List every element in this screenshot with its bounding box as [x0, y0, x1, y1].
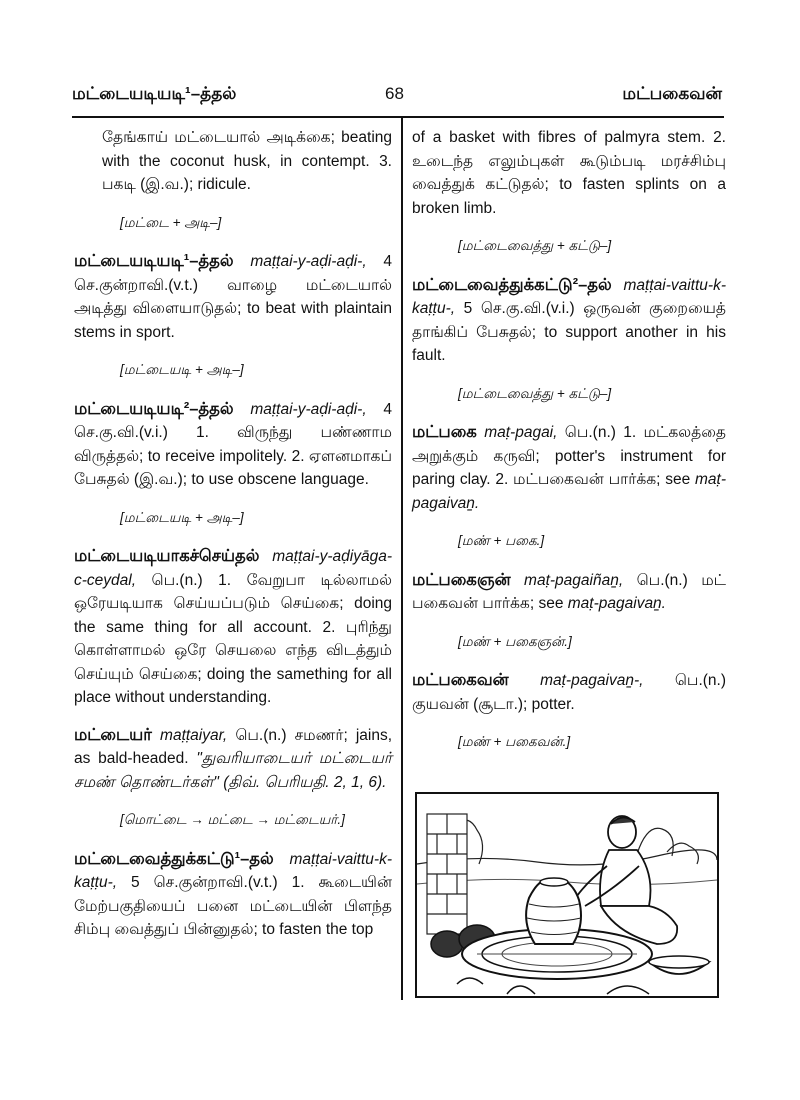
- transliteration: maṭṭai-y-aḍiyāga-c-ceydal,: [74, 548, 392, 589]
- etymology: [மட்டையடி + அடி–]: [120, 362, 244, 377]
- definition: 5 செ.குன்றாவி.(v.t.) 1. கூடையின் மேற்பகுதியைப் பனை மட்டையின் பிளந்த சிம்பு வைத்துப் பின்னுதல்; to fasten the top: [74, 874, 392, 938]
- dictionary-entry: [74, 250, 392, 344]
- headword: மட்டையடியடி²–த்தல்: [74, 399, 234, 418]
- headword: மட்டையர்: [74, 725, 152, 744]
- dictionary-entry: [412, 274, 726, 368]
- dictionary-entry: [412, 669, 726, 716]
- dictionary-entry: [74, 545, 392, 710]
- etymology: [மண் + பகை.]: [458, 533, 545, 548]
- etymology: [மட்டை + அடி–]: [120, 214, 222, 230]
- definition: பெ.(n.) மட் பகைவன் பார்க்க; see: [412, 571, 726, 612]
- left-column: [74, 126, 392, 956]
- continued-entry-text: தேங்காய் மட்டையால் அடிக்கை; beating with the coconut husk, in contempt. 3. பகடி (இ.வ.); ridicule.: [102, 129, 392, 193]
- definition: 4 செ.கு.வி.(v.i.) 1. விருந்து பண்ணாம விருத்தல்; to receive impolitely. 2. ஏளனமாகப் பேசுதல் (இ.வ.); to use obscene language.: [74, 400, 393, 488]
- definition: 4 செ.குன்றாவி.(v.t.) வாழை மட்டையால் அடித்து விளையாடுதல்; to beat with plaintain stems in sport.: [74, 253, 393, 341]
- transliteration: maṭ-pagaivaṉ-,: [540, 672, 644, 689]
- headword: மட்பகை: [412, 423, 477, 441]
- dictionary-entry: [412, 569, 726, 616]
- transliteration: maṭ-pagaiñaṉ,: [524, 571, 624, 589]
- headword: மட்டைவைத்துக்கட்டு¹–தல்: [74, 849, 274, 868]
- etymology: [மண் + பகைஞன்.]: [458, 633, 572, 649]
- headword: மட்டைவைத்துக்கட்டு²–தல்: [412, 275, 612, 294]
- etymology: [மட்டைவைத்து + கட்டு–]: [458, 238, 612, 253]
- continued-entry-text: of a basket with fibres of palmyra stem. 2. உடைந்த எலும்புகள் கூடும்படி மரச்சிம்பு வைத்துக் கட்டுதல்; to fasten splints on a broken limb.: [412, 129, 726, 217]
- citation-quote: "துவரியாடையர் மட்டையர் சமண் தொண்டர்கள்" (திவ். பெரியதி. 2, 1, 6).: [74, 750, 392, 791]
- transliteration: maṭṭai-vaittu-k-kaṭṭu-,: [74, 850, 392, 891]
- dictionary-entry: [74, 848, 392, 942]
- transliteration: maṭṭai-vaittu-k-kaṭṭu-,: [412, 276, 726, 317]
- page-number: 68: [385, 84, 404, 103]
- etymology: [மொட்டை → மட்டை → மட்டையர்.]: [120, 812, 345, 827]
- cross-reference: maṭ-pagaivaṉ.: [412, 471, 726, 512]
- transliteration: maṭṭaiyar,: [160, 726, 228, 744]
- headword: மட்பகைஞன்: [412, 570, 511, 589]
- transliteration: maṭ-pagai,: [484, 424, 558, 441]
- dictionary-entry: [74, 724, 392, 795]
- header-rule: [72, 116, 724, 118]
- etymology: [மண் + பகைவன்.]: [458, 734, 571, 749]
- right-guide-word: மட்பகைவன்: [622, 84, 722, 103]
- cross-reference: maṭ-pagaivaṉ.: [567, 595, 666, 612]
- right-column: [412, 126, 726, 770]
- etymology: [மட்டையடி + அடி–]: [120, 509, 244, 525]
- definition: பெ.(n.) சமணர்; jains, as bald-headed.: [74, 726, 393, 767]
- etymology: [மட்டைவைத்து + கட்டு–]: [458, 385, 612, 401]
- transliteration: maṭṭai-y-aḍi-aḍi-,: [250, 400, 367, 418]
- running-header: [72, 84, 722, 114]
- headword: மட்பகைவன்: [412, 671, 509, 689]
- headword: மட்டையடியடி¹–த்தல்: [74, 252, 234, 270]
- dictionary-entry: [412, 421, 726, 515]
- definition: பெ.(n.) 1. மட்கலத்தை அறுக்கும் கருவி; potter's instrument for paring clay. 2. மட்பகைவன் பார்க்க; see: [412, 424, 726, 488]
- potter-illustration-icon: [417, 794, 717, 996]
- left-guide-word: மட்டையடியடி¹–த்தல்: [72, 84, 237, 103]
- definition: பெ.(n.) குயவன் (சூடா.); potter.: [412, 672, 727, 713]
- headword: மட்டையடியாகச்செய்தல்: [74, 547, 260, 565]
- definition: 5 செ.கு.வி.(v.i.) ஒருவன் குறையைத் தாங்கிப் பேசுதல்; to support another in his fault.: [412, 300, 727, 364]
- potter-at-wheel-illustration: [415, 792, 719, 998]
- transliteration: maṭṭai-y-aḍi-aḍi-,: [250, 253, 367, 270]
- dictionary-entry: [74, 398, 392, 492]
- column-divider: [401, 118, 403, 1000]
- definition: பெ.(n.) 1. வேறுபா டில்லாமல் ஒரேயடியாக செய்யப்படும் செய்கை; doing the same thing for all account. 2. புரிந்து கொள்ளாமல் ஒரே செயலை எந்த விடத்தும் செய்யும் செய்கை; doing the samething for all place without understanding.: [74, 571, 393, 706]
